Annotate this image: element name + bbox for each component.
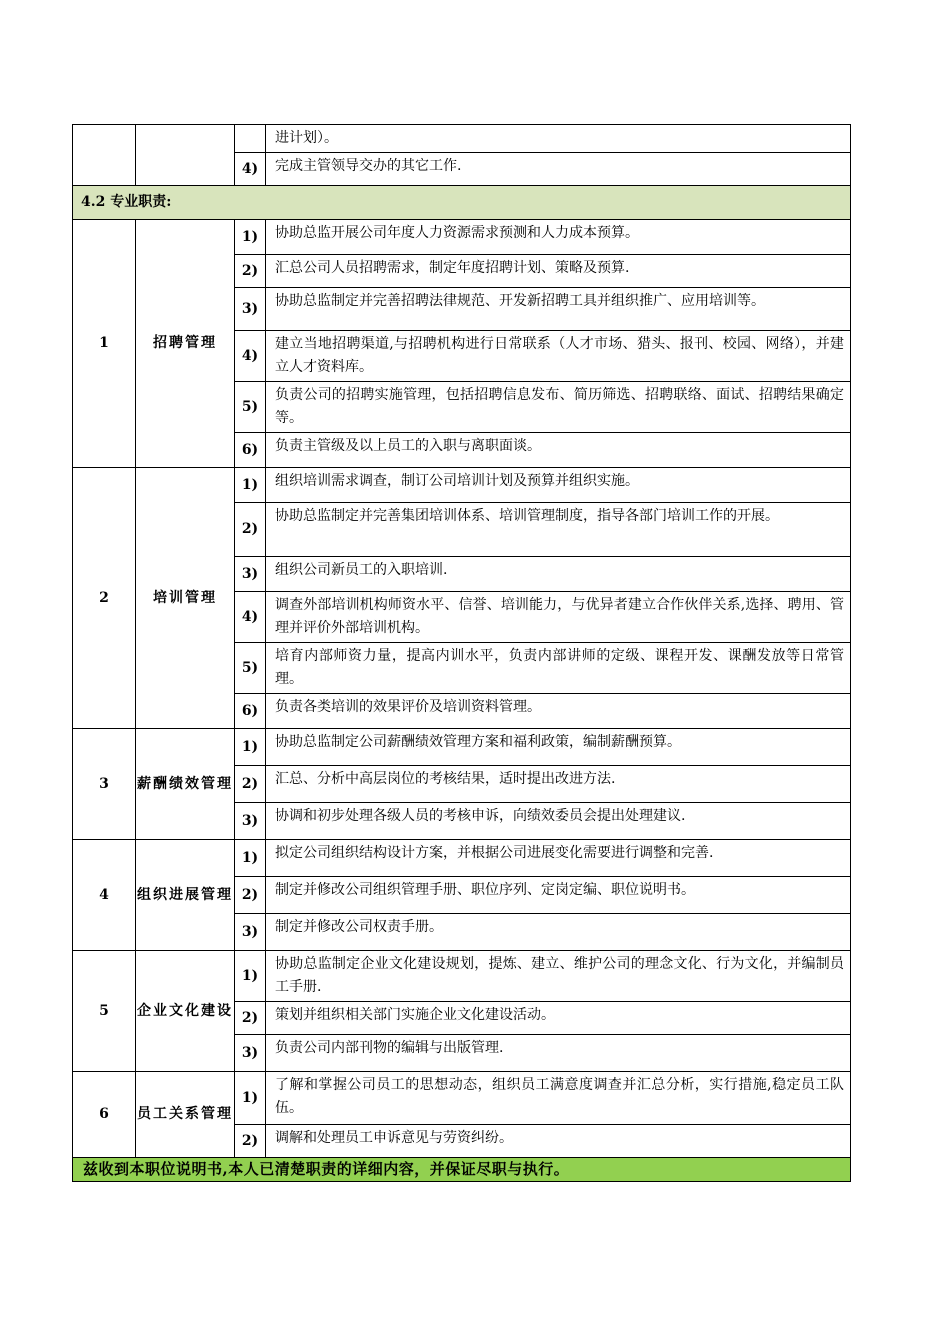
item-text: 负责公司内部刊物的编辑与出版管理. xyxy=(266,1035,851,1072)
item-number: 4) xyxy=(235,331,266,382)
item-text: 协助总监制定公司薪酬绩效管理方案和福利政策，编制薪酬预算。 xyxy=(266,729,851,766)
item-text: 拟定公司组织结构设计方案，并根据公司进展变化需要进行调整和完善. xyxy=(266,840,851,877)
group-index: 4 xyxy=(73,840,136,951)
group-category: 员工关系管理 xyxy=(136,1072,235,1158)
item-number: 1) xyxy=(235,951,266,1002)
item-text: 协助总监制定并完善招聘法律规范、开发新招聘工具并组织推广、应用培训等。 xyxy=(266,288,851,331)
item-text: 协助总监制定企业文化建设规划，提炼、建立、维护公司的理念文化、行为文化，并编制员工手册. xyxy=(266,951,851,1002)
item-text: 建立当地招聘渠道,与招聘机构进行日常联系（人才市场、猎头、报刊、校园、网络），并建立人才资料库。 xyxy=(266,331,851,382)
item-text: 负责主管级及以上员工的入职与离职面谈。 xyxy=(266,433,851,468)
item-number: 1) xyxy=(235,840,266,877)
duty-row xyxy=(73,1072,851,1125)
item-text: 策划并组织相关部门实施企业文化建设活动。 xyxy=(266,1002,851,1035)
item-text: 协助总监制定并完善集团培训体系、培训管理制度，指导各部门培训工作的开展。 xyxy=(266,503,851,557)
group-index: 6 xyxy=(73,1072,136,1158)
item-number: 1) xyxy=(235,468,266,503)
section-header-row xyxy=(73,186,851,220)
group-index: 3 xyxy=(73,729,136,840)
carry-over-category-cell xyxy=(136,125,235,186)
item-number: 3) xyxy=(235,914,266,951)
group-index: 1 xyxy=(73,220,136,468)
item-number: 2) xyxy=(235,1002,266,1035)
item-number: 3) xyxy=(235,1035,266,1072)
item-text: 调查外部培训机构师资水平、信誉、培训能力，与优异者建立合作伙伴关系,选择、聘用、管理并评价外部培训机构。 xyxy=(266,592,851,643)
item-number: 6) xyxy=(235,694,266,729)
item-text: 组织培训需求调查，制订公司培训计划及预算并组织实施。 xyxy=(266,468,851,503)
item-text: 培育内部师资力量，提高内训水平，负责内部讲师的定级、课程开发、课酬发放等日常管理。 xyxy=(266,643,851,694)
item-text: 汇总、分析中高层岗位的考核结果，适时提出改进方法. xyxy=(266,766,851,803)
item-text: 调解和处理员工申诉意见与劳资纠纷。 xyxy=(266,1125,851,1158)
item-number: 2) xyxy=(235,255,266,288)
group-category: 培训管理 xyxy=(136,468,235,729)
item-text: 制定并修改公司权责手册。 xyxy=(266,914,851,951)
acknowledgement-row xyxy=(73,1158,851,1182)
item-text: 汇总公司人员招聘需求，制定年度招聘计划、策略及预算. xyxy=(266,255,851,288)
group-category: 组织进展管理 xyxy=(136,840,235,951)
duty-row xyxy=(73,951,851,1002)
group-index: 2 xyxy=(73,468,136,729)
item-text: 协助总监开展公司年度人力资源需求预测和人力成本预算。 xyxy=(266,220,851,255)
item-text: 组织公司新员工的入职培训. xyxy=(266,557,851,592)
group-category: 薪酬绩效管理 xyxy=(136,729,235,840)
item-number: 3) xyxy=(235,557,266,592)
duty-row xyxy=(73,220,851,255)
carry-over-row xyxy=(73,125,851,153)
duty-row xyxy=(73,840,851,877)
item-text: 协调和初步处理各级人员的考核申诉，向绩效委员会提出处理建议. xyxy=(266,803,851,840)
duty-row xyxy=(73,729,851,766)
item-number: 5) xyxy=(235,643,266,694)
item-number: 3) xyxy=(235,803,266,840)
item-number xyxy=(235,125,266,153)
item-text: 负责公司的招聘实施管理，包括招聘信息发布、简历筛选、招聘联络、面试、招聘结果确定等。 xyxy=(266,382,851,433)
carry-over-index-cell xyxy=(73,125,136,186)
group-index: 5 xyxy=(73,951,136,1072)
item-number: 5) xyxy=(235,382,266,433)
item-number: 6) xyxy=(235,433,266,468)
group-category: 企业文化建设 xyxy=(136,951,235,1072)
section-title: 4.2 专业职责: xyxy=(73,186,851,220)
item-number: 2) xyxy=(235,766,266,803)
item-number: 1) xyxy=(235,1072,266,1125)
item-number: 3) xyxy=(235,288,266,331)
item-text: 进计划）。 xyxy=(266,125,851,153)
item-number: 2) xyxy=(235,877,266,914)
item-text: 负责各类培训的效果评价及培训资料管理。 xyxy=(266,694,851,729)
item-number: 2) xyxy=(235,503,266,557)
item-number: 1) xyxy=(235,729,266,766)
item-text: 制定并修改公司组织管理手册、职位序列、定岗定编、职位说明书。 xyxy=(266,877,851,914)
item-text: 完成主管领导交办的其它工作. xyxy=(266,153,851,186)
item-number: 4) xyxy=(235,153,266,186)
item-number: 1) xyxy=(235,220,266,255)
item-text: 了解和掌握公司员工的思想动态，组织员工满意度调查并汇总分析，实行措施,稳定员工队伍。 xyxy=(266,1072,851,1125)
job-description-table xyxy=(72,124,851,1182)
acknowledgement-text: 兹收到本职位说明书,本人已清楚职责的详细内容，并保证尽职与执行。 xyxy=(73,1158,851,1182)
group-category: 招聘管理 xyxy=(136,220,235,468)
item-number: 4) xyxy=(235,592,266,643)
item-number: 2) xyxy=(235,1125,266,1158)
duty-row xyxy=(73,468,851,503)
